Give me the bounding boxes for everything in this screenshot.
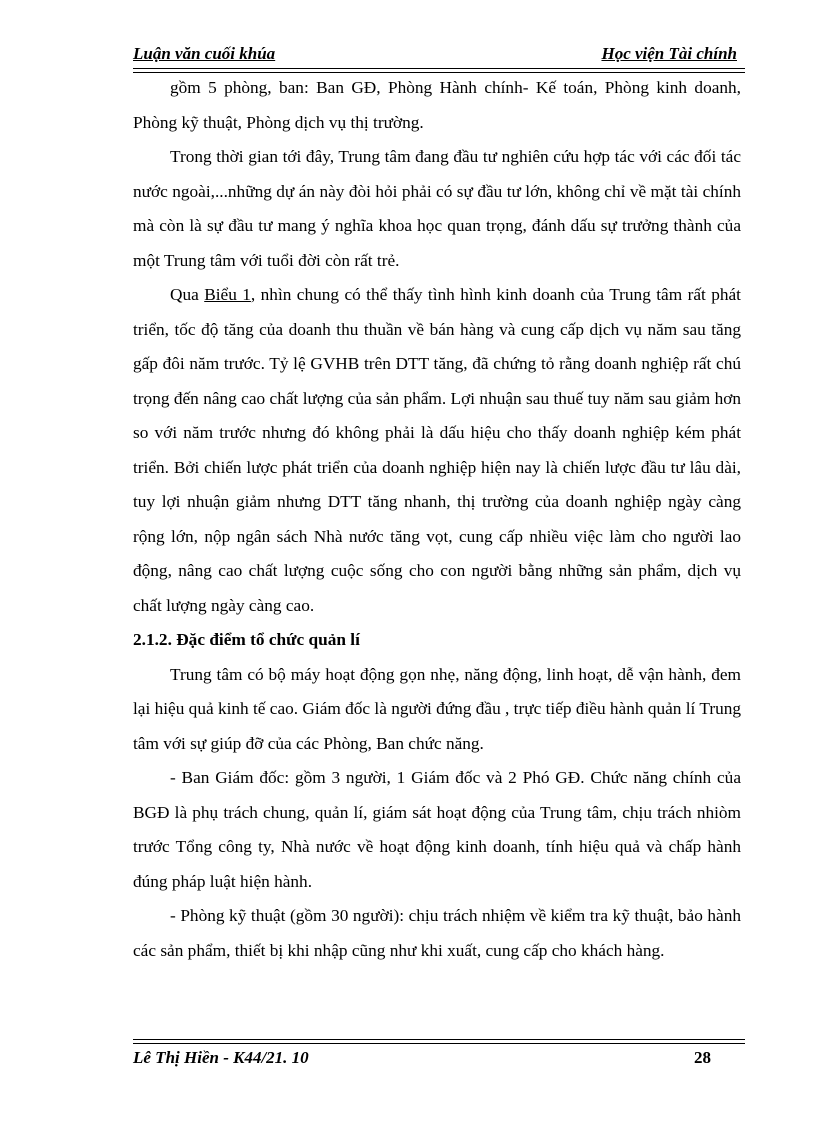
page-header bbox=[133, 44, 745, 68]
page-footer bbox=[133, 1048, 745, 1074]
paragraph-technical-department: - Phòng kỹ thuật (gồm 30 người): chịu trách nhiệm về kiểm tra kỹ thuật, bảo hành các sản phẩm, thiết bị khi nhập cũng như khi xuất, cung cấp cho khách hàng. bbox=[133, 906, 741, 960]
paragraph-prefix: Qua bbox=[170, 285, 205, 304]
paragraph-text: , nhìn chung có thể thấy tình hình kinh doanh của Trung tâm rất phát triển, tốc độ tăng của doanh thu thuần về bán hàng và cung cấp dịch vụ năm sau tăng gấp đôi năm trước. Tỷ lệ GVHB trên DTT tăng, đã chứng tỏ rằng doanh nghiệp rất chú trọng đến nâng cao chất lượng của sản phẩm. Lợi nhuận sau thuế tuy năm sau giảm hơn so với năm trước nhưng đó không phải là dấu hiệu cho thấy doanh nghiệp kém phát triển. Bởi chiến lược phát triển của doanh nghiệp hiện nay là chiến lược đầu tư lâu dài, tuy lợi nhuận giảm nhưng DTT tăng nhanh, thị trường của doanh nghiệp ngày càng rộng lớn, nộp ngân sách Nhà nước tăng vọt, cung cấp nhiều việc làm cho người lao động, nâng cao chất lượng cuộc sống cho con người bằng những sản phẩm, dịch vụ chất lượng ngày càng cao. bbox=[133, 285, 741, 615]
header-thesis-title: Luận văn cuối khúa bbox=[133, 44, 276, 63]
paragraph-business-analysis bbox=[133, 278, 741, 623]
paragraph-international-cooperation: Trong thời gian tới đây, Trung tâm đang đầu tư nghiên cứu hợp tác với các đối tác nước ngoài,...những dự án này đòi hỏi phải có sự đầu tư lớn, không chỉ về mặt tài chính mà còn là sự đầu tư mang ý nghĩa khoa học quan trọng, đánh dấu sự trưởng thành của một Trung tâm với tuổi đời còn rất trẻ. bbox=[133, 147, 741, 270]
chart-reference-link: Biểu 1 bbox=[204, 285, 251, 304]
footer-rule bbox=[133, 1039, 745, 1044]
paragraph-org-structure: Trung tâm có bộ máy hoạt động gọn nhẹ, năng động, linh hoạt, dễ vận hành, đem lại hiệu quả kinh tế cao. Giám đốc là người đứng đầu , trực tiếp điều hành quản lí Trung tâm với sự giúp đỡ của các Phòng, Ban chức năng. bbox=[133, 664, 741, 753]
header-institution: Học viện Tài chính bbox=[601, 44, 737, 63]
paragraph-board-of-directors: - Ban Giám đốc: gồm 3 người, 1 Giám đốc và 2 Phó GĐ. Chức năng chính của BGĐ là phụ trách chung, quản lí, giám sát hoạt động của Trung tâm, chịu trách nhiòm trước Tổng công ty, Nhà nước về hoạt động kinh doanh, tính hiệu quả và chấp hành đúng pháp luật hiện hành. bbox=[133, 768, 741, 891]
page-number: 28 bbox=[694, 1048, 711, 1067]
section-heading: 2.1.2. Đặc điểm tổ chức quản lí bbox=[133, 630, 360, 649]
document-body bbox=[133, 71, 741, 968]
paragraph-continued: gồm 5 phòng, ban: Ban GĐ, Phòng Hành chính- Kế toán, Phòng kinh doanh, Phòng kỹ thuật, Phòng dịch vụ thị trường. bbox=[133, 78, 741, 132]
footer-author: Lê Thị Hiền - K44/21. 10 bbox=[133, 1048, 309, 1067]
